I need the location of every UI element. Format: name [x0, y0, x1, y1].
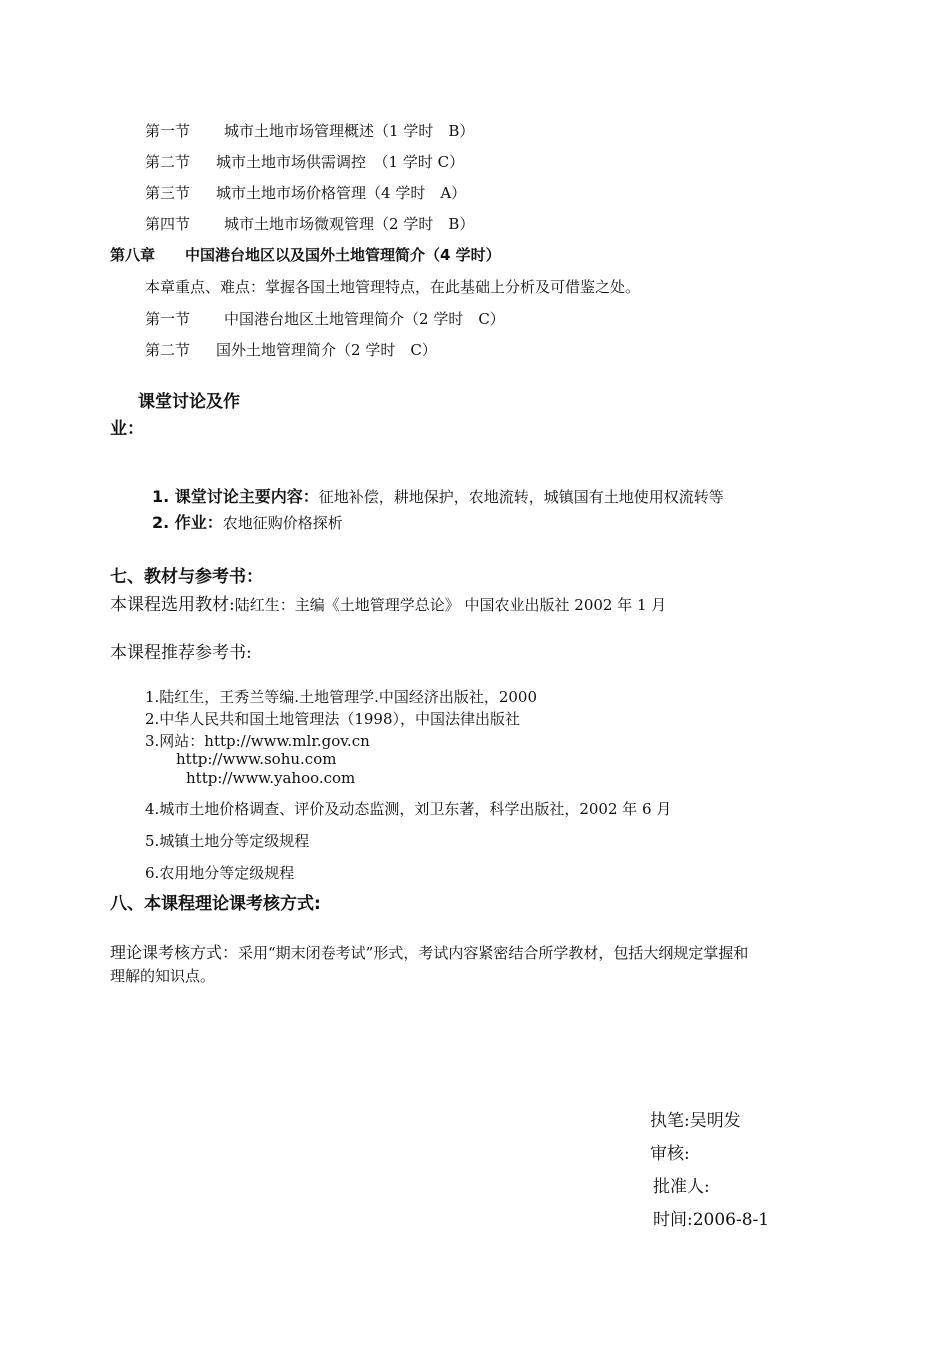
reference-item: 1.陆红生，王秀兰等编.土地管理学.中国经济出版社，2000 [145, 688, 538, 706]
section-title: 国外土地管理简介（2 学时 C） [216, 341, 437, 359]
selected-textbook [110, 590, 666, 615]
chapter-heading: 第八章 中国港台地区以及国外土地管理简介（4 学时） [110, 246, 501, 264]
reference-item: 5.城镇土地分等定级规程 [145, 832, 310, 850]
assessment-text [110, 940, 748, 963]
discussion-item-label: 1. 课堂讨论主要内容： [152, 487, 319, 506]
section-title: 城市土地市场微观管理（2 学时 B） [224, 215, 475, 233]
chapter-focus: 本章重点、难点：掌握各国土地管理特点，在此基础上分析及可借鉴之处。 [145, 278, 641, 296]
reference-link: http://www.yahoo.com [186, 769, 356, 787]
recommended-heading: 本课程推荐参考书: [110, 643, 252, 663]
discussion-item [152, 510, 343, 533]
section-title: 中国港台地区土地管理简介（2 学时 C） [224, 310, 505, 328]
section-number: 第四节 [145, 215, 191, 233]
section-row [145, 151, 464, 172]
reference-item: 4.城市土地价格调查、评价及动态监测，刘卫东著，科学出版社，2002 年 6 月 [145, 800, 672, 818]
section-number: 第一节 [145, 122, 191, 140]
section-row [145, 182, 466, 203]
section-title: 城市土地市场价格管理（4 学时 A） [216, 184, 467, 202]
section-number: 第二节 [145, 341, 191, 359]
section-title: 城市土地市场供需调控 （1 学时 C） [216, 153, 465, 171]
signature-author: 执笔:吴明发 [650, 1111, 741, 1131]
section-heading-textbooks: 七、教材与参考书： [110, 567, 263, 587]
section-row [145, 339, 437, 360]
reference-item: 3.网站：http://www.mlr.gov.cn [145, 732, 370, 750]
discussion-item-label: 2. 作业： [152, 513, 223, 532]
reference-link: http://www.sohu.com [176, 750, 337, 768]
discussion-item-text: 征地补偿，耕地保护，农地流转，城镇国有土地使用权流转等 [318, 488, 724, 506]
section-heading-assessment: 八、本课程理论课考核方式: [110, 894, 321, 914]
section-number: 第三节 [145, 184, 191, 202]
signature-approver: 批准人: [653, 1177, 710, 1197]
reference-item: 2.中华人民共和国土地管理法（1998），中国法律出版社 [145, 710, 520, 728]
section-row [145, 308, 505, 329]
signature-date: 时间:2006-8-1 [653, 1210, 770, 1230]
discussion-heading-cont: 业： [110, 419, 144, 439]
discussion-item [152, 484, 724, 507]
signature-reviewer: 审核: [650, 1144, 690, 1164]
selected-textbook-label: 本课程选用教材: [110, 595, 235, 615]
section-title: 城市土地市场管理概述（1 学时 B） [224, 122, 475, 140]
reference-item: 6.农用地分等定级规程 [145, 864, 295, 882]
section-number: 第一节 [145, 310, 191, 328]
section-row [145, 120, 474, 141]
selected-textbook-text: 陆红生：主编《土地管理学总论》 中国农业出版社 2002 年 1 月 [234, 596, 667, 614]
discussion-item-text: 农地征购价格探析 [222, 514, 343, 532]
discussion-heading: 课堂讨论及作 [138, 392, 240, 412]
assessment-label: 理论课考核方式： [110, 943, 239, 962]
assessment-text-line1: 采用“期末闭卷考试”形式，考试内容紧密结合所学教材，包括大纲规定掌握和 [238, 944, 749, 962]
section-number: 第二节 [145, 153, 191, 171]
section-row [145, 213, 474, 234]
assessment-text-line2: 理解的知识点。 [110, 967, 216, 985]
